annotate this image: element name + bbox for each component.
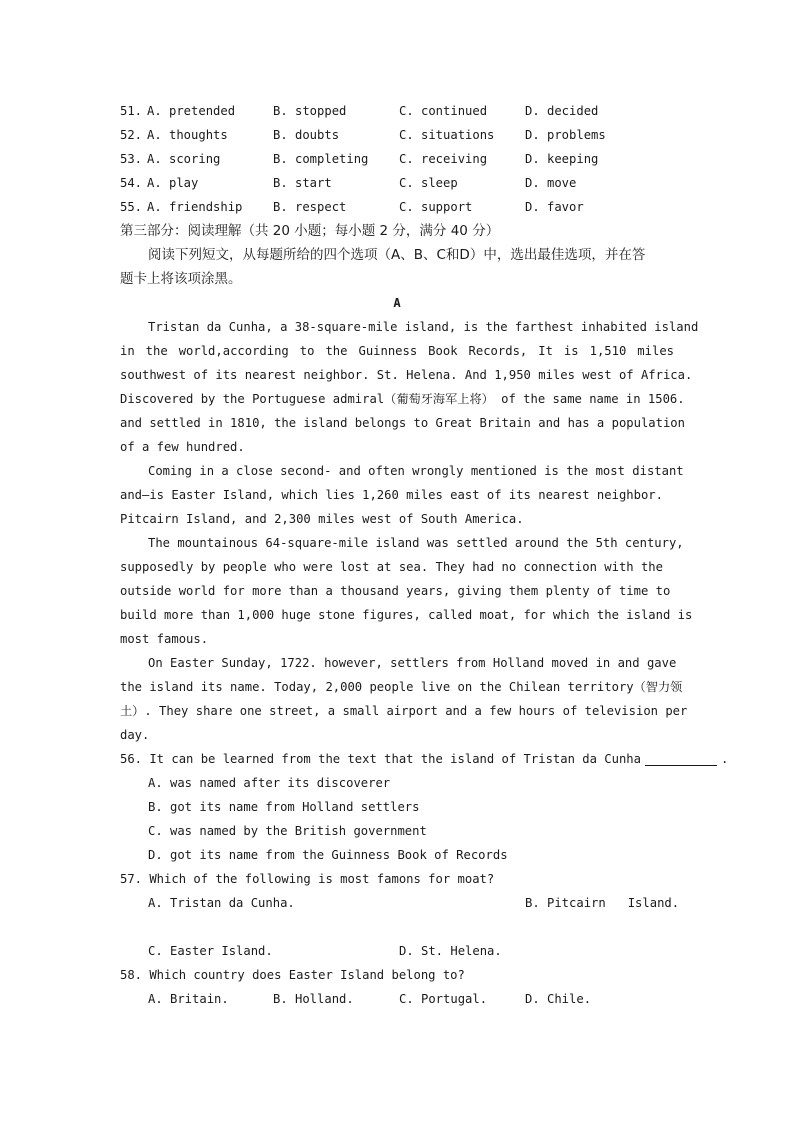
question-56-stem xyxy=(120,747,728,771)
paragraph-2-line: and—is Easter Island, which lies 1,260 miles east of its nearest neighbor. xyxy=(120,488,663,502)
paragraph-1-line: Tristan da Cunha, a 38-square-mile island, is the farthest inhabited island xyxy=(148,320,699,334)
question-56-option-a: A. was named after its discoverer xyxy=(148,776,391,790)
question-number: 55. xyxy=(120,200,143,214)
question-56-option-b: B. got its name from Holland settlers xyxy=(148,800,420,814)
option-c: C. continued xyxy=(399,104,488,118)
paragraph-1-line: and settled in 1810, the island belongs to Great Britain and has a population xyxy=(120,416,685,430)
question-58-option-c: C. Portugal. xyxy=(399,992,488,1006)
question-58-option-b: B. Holland. xyxy=(273,992,354,1006)
option-d: D. decided xyxy=(525,104,599,118)
passage-title: A xyxy=(393,296,401,310)
option-b: B. doubts xyxy=(273,128,340,142)
paragraph-3-line: The mountainous 64-square-mile island was settled around the 5th century, xyxy=(148,536,684,550)
paragraph-3-line: build more than 1,000 huge stone figures, called moat, for which the island is xyxy=(120,608,693,622)
paragraph-3-line: supposedly by people who were lost at sea. They had no connection with the xyxy=(120,560,663,574)
option-d: D. move xyxy=(525,176,577,190)
question-57-stem: 57. Which of the following is most famons for moat? xyxy=(120,872,495,886)
option-c: C. sleep xyxy=(399,176,458,190)
option-a: A. thoughts xyxy=(147,128,228,142)
answer-blank xyxy=(645,751,717,766)
paragraph-1-line: southwest of its nearest neighbor. St. Helena. And 1,950 miles west of Africa. xyxy=(120,368,693,382)
question-number: 53. xyxy=(120,152,143,166)
question-56-text: 56. It can be learned from the text that the island of Tristan da Cunha xyxy=(120,752,641,766)
paragraph-4-line: 土）. They share one street, a small airport and a few hours of television per xyxy=(120,704,688,718)
question-58-option-d: D. Chile. xyxy=(525,992,592,1006)
paragraph-1-line: of a few hundred. xyxy=(120,440,245,454)
question-57-option-d: D. St. Helena. xyxy=(399,944,502,958)
section-instruction: 阅读下列短文，从每题所给的四个选项（A、B、C和D）中，选出最佳选项，并在答 xyxy=(148,247,646,263)
option-b: B. completing xyxy=(273,152,369,166)
question-58-stem: 58. Which country does Easter Island belong to? xyxy=(120,968,465,982)
paragraph-4-line: the island its name. Today, 2,000 people live on the Chilean territory（智力领 xyxy=(120,680,683,694)
option-b: B. start xyxy=(273,176,332,190)
section-instruction-cont: 题卡上将该项涂黑。 xyxy=(120,271,242,287)
paragraph-1-line: in the world,according to the Guinness Book Records, It is 1,510 miles xyxy=(120,344,674,358)
question-57-option-b: B. Pitcairn Island. xyxy=(525,896,680,910)
question-56-option-d: D. got its name from the Guinness Book of Records xyxy=(148,848,508,862)
question-number: 51. xyxy=(120,104,143,118)
option-d: D. problems xyxy=(525,128,606,142)
option-b: B. respect xyxy=(273,200,347,214)
paragraph-3-line: most famous. xyxy=(120,632,209,646)
section-heading: 第三部分：阅读理解（共 20 小题；每小题 2 分，满分 40 分） xyxy=(120,223,500,239)
option-a: A. scoring xyxy=(147,152,221,166)
question-number: 54. xyxy=(120,176,143,190)
option-c: C. receiving xyxy=(399,152,488,166)
option-a: A. pretended xyxy=(147,104,236,118)
question-57-option-a: A. Tristan da Cunha. xyxy=(148,896,295,910)
option-a: A. play xyxy=(147,176,199,190)
option-c: C. situations xyxy=(399,128,495,142)
paragraph-4-line: On Easter Sunday, 1722. however, settlers from Holland moved in and gave xyxy=(148,656,677,670)
paragraph-4-line: day. xyxy=(120,728,150,742)
paragraph-2-line: Coming in a close second- and often wrongly mentioned is the most distant xyxy=(148,464,684,478)
paragraph-1-line: Discovered by the Portuguese admiral（葡萄牙海军上将） of the same name in 1506. xyxy=(120,392,685,406)
option-b: B. stopped xyxy=(273,104,347,118)
question-57-option-c: C. Easter Island. xyxy=(148,944,273,958)
option-a: A. friendship xyxy=(147,200,243,214)
question-56-option-c: C. was named by the British government xyxy=(148,824,427,838)
question-58-option-a: A. Britain. xyxy=(148,992,229,1006)
paragraph-3-line: outside world for more than a thousand years, giving them plenty of time to xyxy=(120,584,671,598)
option-d: D. favor xyxy=(525,200,584,214)
option-d: D. keeping xyxy=(525,152,599,166)
question-56-end: . xyxy=(720,752,729,766)
option-c: C. support xyxy=(399,200,473,214)
paragraph-2-line: Pitcairn Island, and 2,300 miles west of South America. xyxy=(120,512,524,526)
question-number: 52. xyxy=(120,128,143,142)
